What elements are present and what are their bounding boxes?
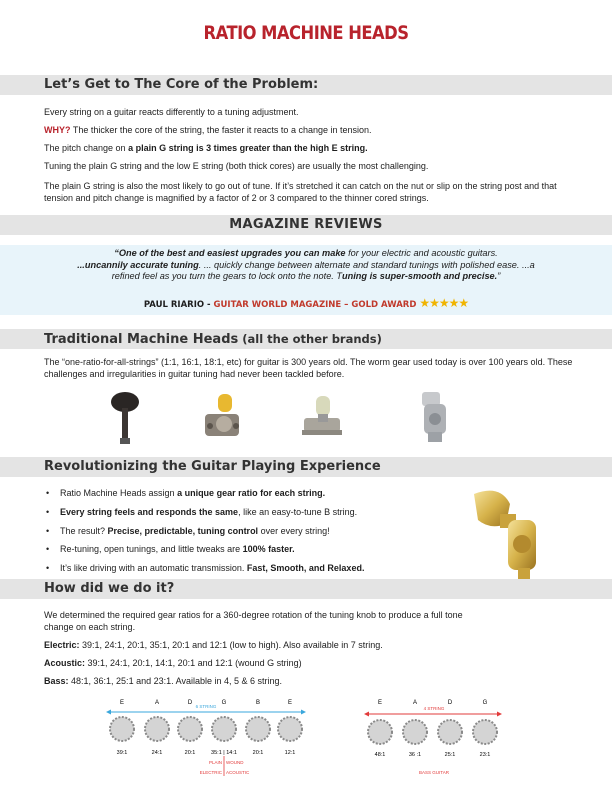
string-label: A [154, 700, 160, 706]
section-heading-reviews: MAGAZINE REVIEWS [0, 215, 612, 235]
page-title: RATIO MACHINE HEADS [203, 22, 409, 44]
b2-text: , like an easy-to-tune B string. [238, 506, 358, 517]
ratio-label: 23:1 [479, 752, 491, 758]
gear-icon [178, 717, 202, 741]
bass-ratio-labels [375, 752, 491, 758]
bullet-icon: • [46, 525, 50, 536]
bullet-icon: • [46, 544, 50, 555]
star-rating-icon: ★★★★★ [419, 296, 469, 310]
acoustic-diagram-label: ACOUSTIC [226, 770, 250, 775]
bass-caption: BASS GUITAR [419, 770, 449, 775]
review-author: PAUL RIARIO - [143, 300, 214, 310]
bass-text: 48:1, 36:1, 25:1 and 23:1. Available in 4, 5 & 6 string. [68, 676, 283, 686]
traditional-heading-sub: (all the other brands) [238, 332, 382, 346]
b5-bold: Fast, Smooth, and Relaxed. [246, 563, 365, 574]
ratio-label: 12:1 [284, 750, 296, 756]
ebony-tuner-icon [102, 386, 152, 448]
b4-text: Re-tuning, open tunings, and little tweaks are [60, 544, 243, 555]
section-heading-traditional [0, 329, 612, 349]
core-paragraph-4: Tuning the plain G string and the low E string (both thick cores) are usually the most challenging. [44, 161, 429, 171]
quote-end: ” [497, 271, 501, 281]
how-bass [44, 676, 574, 688]
acoustic-label: Acoustic: [44, 658, 86, 668]
string-label: E [119, 700, 125, 706]
arrow-label: 6 STRING [195, 704, 217, 709]
string-label: D [447, 700, 453, 706]
review-magazine: GUITAR WORLD MAGAZINE [213, 300, 342, 310]
gear-icon [246, 717, 270, 741]
electric-diagram-label: ELECTRIC [199, 770, 222, 775]
how-electric [44, 640, 574, 652]
arrow-left-icon [106, 710, 111, 715]
arrow-left-icon [364, 712, 369, 717]
string-label: E [287, 700, 293, 706]
vintage-tuner-yellow-icon [198, 390, 248, 448]
b1-text: Ratio Machine Heads assign [60, 488, 178, 498]
core-paragraph-1: Every string on a guitar reacts differently to a tuning adjustment. [44, 107, 299, 117]
arrow-label: 4 STRING [423, 706, 445, 711]
list-item [46, 507, 426, 518]
why-text: The thicker the core of the string, the faster it reacts to a change in tension. [70, 125, 372, 135]
quote-bold-1: “One of the best and easiest upgrades you can make [114, 248, 346, 258]
list-item [46, 488, 426, 499]
electric-text: 39:1, 24:1, 20:1, 35:1, 20:1 and 12:1 (low to high). Also available in 7 string. [79, 640, 383, 650]
sealed-tuner-chrome-icon [412, 388, 460, 450]
list-item [46, 563, 426, 574]
string-label: G [482, 700, 488, 706]
section-heading-revolution: Revolutionizing the Guitar Playing Experience [0, 457, 612, 477]
core-p3-text: The pitch change on [44, 143, 129, 153]
review-award: GOLD AWARD [351, 300, 417, 310]
b1-bold: a unique gear ratio for each string. [177, 488, 326, 498]
gear-icon [368, 720, 392, 744]
traditional-heading: Traditional Machine Heads [44, 332, 239, 347]
b3-text: The result? [60, 525, 108, 536]
quote-text-1: for your electric and acoustic guitars. [345, 248, 498, 258]
guitar-ratio-diagram [100, 694, 320, 786]
guitar-gears [110, 717, 302, 741]
gold-ratio-tuner-icon [460, 484, 550, 592]
ratio-label: 36 :1 [408, 752, 422, 758]
ratio-label: 35:1 | 14:1 [211, 750, 237, 756]
section-heading-core: Let’s Get to The Core of the Problem: [0, 75, 612, 95]
how-acoustic [44, 658, 574, 670]
bass-gears [368, 720, 497, 744]
ratio-label: 20:1 [252, 750, 264, 756]
list-item [46, 544, 426, 555]
wound-label: WOUND [226, 760, 244, 765]
how-intro: We determined the required gear ratios for a 360-degree rotation of the tuning knob to produce a full tone change on each string. [44, 610, 463, 632]
revolution-list [46, 488, 426, 582]
bullet-icon: • [46, 488, 50, 498]
vintage-tuner-cream-icon [296, 390, 350, 448]
string-label: B [255, 700, 261, 706]
ratio-label: 24:1 [151, 750, 163, 756]
b3-text-end: over every string! [258, 525, 330, 536]
bullet-icon: • [46, 506, 50, 517]
ratio-label: 39:1 [116, 750, 128, 756]
arrow-right-icon [301, 710, 306, 715]
ratio-label: 20:1 [184, 750, 196, 756]
gear-icon [438, 720, 462, 744]
b3-bold: Precise, predictable, tuning control [107, 525, 259, 536]
string-label: A [412, 700, 418, 706]
list-item [46, 526, 426, 537]
electric-label: Electric: [44, 640, 80, 650]
gear-icon [278, 717, 302, 741]
ratio-label: 25:1 [444, 752, 456, 758]
acoustic-text: 39:1, 24:1, 20:1, 14:1, 20:1 and 12:1 (wound G string) [85, 658, 302, 668]
review-byline [0, 296, 612, 310]
gear-icon [403, 720, 427, 744]
gear-icon [110, 717, 134, 741]
string-label: E [377, 700, 383, 706]
core-paragraph-5: The plain G string is also the most likely to go out of tune. If it’s stretched it can catch on the nut or slip on the string post and that tension and pitch change is magnified by a factor of 2 or 3 compared to the thinner cored strings. [44, 181, 557, 203]
section-heading-how: How did we do it? [0, 579, 612, 599]
quote-bold-3: uning is super-smooth and precise. [342, 271, 498, 281]
string-label: G [221, 700, 227, 706]
why-label: WHY? [44, 125, 71, 135]
plain-label: PLAIN [208, 760, 222, 765]
b4-bold: 100% faster. [242, 544, 295, 555]
arrow-right-icon [497, 712, 502, 717]
quote-text-2: . ... quickly change between alternate and standard tunings with polished ease. ...a refined feel as you turn the gears to lock onto the note. T [111, 259, 535, 281]
gear-icon [145, 717, 169, 741]
bass-ratio-diagram [358, 694, 518, 786]
gear-icon [212, 717, 236, 741]
gear-icon [473, 720, 497, 744]
quote-bold-2: ...uncannily accurate tuning [77, 259, 199, 270]
bass-label: Bass: [44, 676, 69, 686]
b2-bold: Every string feels and responds the same [60, 506, 239, 517]
traditional-paragraph: The “one-ratio-for-all-strings” (1:1, 16:1, 18:1, etc) for guitar is 300 years old. The worm gear used today is over 100 years old. These challenges and irregularities in guitar tuning had never been tackled before. [44, 357, 573, 379]
string-label: D [187, 700, 193, 706]
review-quote [70, 248, 542, 283]
core-paragraph-3 [44, 143, 574, 155]
bullet-icon: • [46, 563, 50, 574]
b5-text: It’s like driving with an automatic transmission. [60, 563, 247, 574]
core-p3-bold: a plain G string is 3 times greater than the high E string. [128, 143, 368, 153]
review-separator: – [341, 300, 352, 310]
core-paragraph-why [44, 125, 574, 137]
ratio-label: 48:1 [374, 752, 386, 758]
guitar-ratio-labels [117, 750, 296, 756]
